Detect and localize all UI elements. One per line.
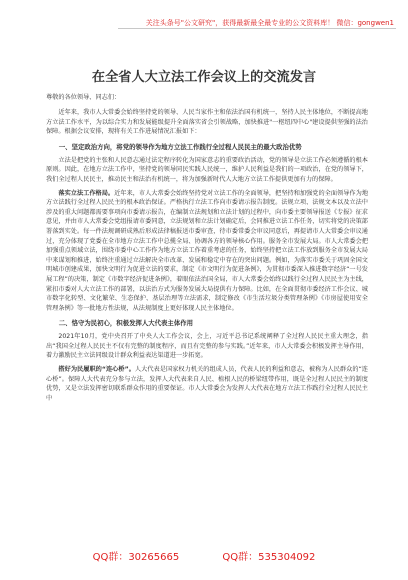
qq-group-1: QQ群：30265665 xyxy=(92,552,180,563)
paragraph-lead: 落实立法工作格局。 xyxy=(58,189,115,197)
section1-paragraph-2 xyxy=(46,189,368,314)
document-body xyxy=(46,93,368,407)
paragraph-lead: 搭好为民履职的“连心桥”。 xyxy=(58,366,135,374)
promo-banner xyxy=(118,10,396,29)
promo-banner-text: 关注头条号"公文研究"，获得最新最全最专业的公文资料库！ 微信：gongwen1 xyxy=(145,19,394,27)
paragraph-text: 人大代表是国家权力机关的组成人员，代表人民的利益和意志，被称为人民群众的“连心桥”。保障人大代表充分参与立法，发挥人大代表来自人民、植根人民的桥梁纽带作用，既是全过程人民民主的制度优势，又是立法发挥密切联系群众作用的重要保证。市人大常委会为发挥人大代表在地方立法工作践行全过程人民民主中 xyxy=(46,366,368,402)
qq-group-2: QQ群：535304092 xyxy=(222,552,316,563)
section-heading-1: 一、坚定政治方向，将党的领导作为地方立法工作践行全过程人民民主的最大政治优势 xyxy=(58,142,302,151)
document-title: 在全省人大立法工作会议上的交流发言 xyxy=(91,70,317,85)
section-heading-2: 二、恪守为民初心，积极发挥人大代表主体作用 xyxy=(58,319,193,328)
intro-paragraph: 近年来，我市人大常委会始终坚持党的领导、人民当家作主和依法治国有机统一，坚持人民主体地位，不断提高地方立法工作水平，为以综合实力和发展能级提升全面落实省会引领战略，加快推进"一枢纽四中心"建设提供坚强的法治保障。根据会议安排，现将有关工作进展情况汇报如下： xyxy=(46,109,368,136)
section2-paragraph-1: 2021年10月，党中央召开了中央人大工作会议，会上，习近平总书记系统阐释了全过程人民民主重大理念，指出“我国全过程人民民主不仅有完整的制度程序，而且有完整的参与实践。”近年来，市人大常委会积极发挥主导作用，着力激励民主立法同级设计群众利益表达渠道进一步拓宽。 xyxy=(46,333,368,360)
section2-paragraph-2 xyxy=(46,365,368,403)
greeting: 尊敬的各位领导、同志们： xyxy=(46,94,121,101)
paragraph-text: 近年来，市人大常委会始终坚持党对立法工作的全面领导，把坚持和加强党的全面领导作为地方立法践行全过程人民民主的根本政治保证。严格执行立法工作向市委请示报告制度。法规立项、法规文本以及立法中涉及的重大问题都需要事项向市委请示报告，在编制立法规划和立法计划的过程中，向市委主要领导报送《专报》征求意见，并由市人大常委会党组报请市委同意，立法规划和立法计划确定后，会同推进立法工作任务，切实将党的决策部署落到实处。每一件法规调研成熟后形成法律稿报送市委审查，待市委常委会审议同意后，再提请市人大常委会审议通过，充分体现了党委在全市地方立法工作中总揽全局、协调各方的领导核心作用。服务全市发展大局。市人大常委会把加强重点领域立法，围绕市委中心工作作为地方立法工作着重考虑的任务，始终坚持把立法工作放到服务全市发展大局中来谋划和推进，始终注重通过立法解决全市改革、发展和稳定中存在的突出问题。例如，为落实市委关于巩固全国文明城市创建成果，加快文明行为促进立法的要求，制定《市文明行为促进条例》，为贯彻市委深入推进数字经济“一号发展工程”的决策，制定《市数字经济促进条例》，着眼依法治国全局，市人大常委会始终以践行全过程人民民主为主线，紧扣市委对人大立法工作的部署，以法治方式为服务发展大局提供有力保障。比如，在全面贯彻市委经济工作会议、城市数字化转型、文化繁荣、生态保护、基层治理等立法需求，制定修改《市生活垃圾分类管理条例》《市房屋使用安全管理条例》等一批地方性法规，从法规制度上更好体现人民主体地位。 xyxy=(46,189,369,312)
footer-contact xyxy=(0,548,408,562)
section1-paragraph-1: 立法是把党的主张和人民意志通过法定程序转化为国家意志的重要政治活动，党的领导是立法工作必须遵循的根本原则。因此，在地方立法工作中，坚持党的领导同民实践人民统一，维护人民利益是我们的一项政治，在党的领导下，我们全过程人民民主，推动民主和法治有机统一，将为加强新时代人大地方立法工作提供更加有力的保障。 xyxy=(46,156,368,183)
